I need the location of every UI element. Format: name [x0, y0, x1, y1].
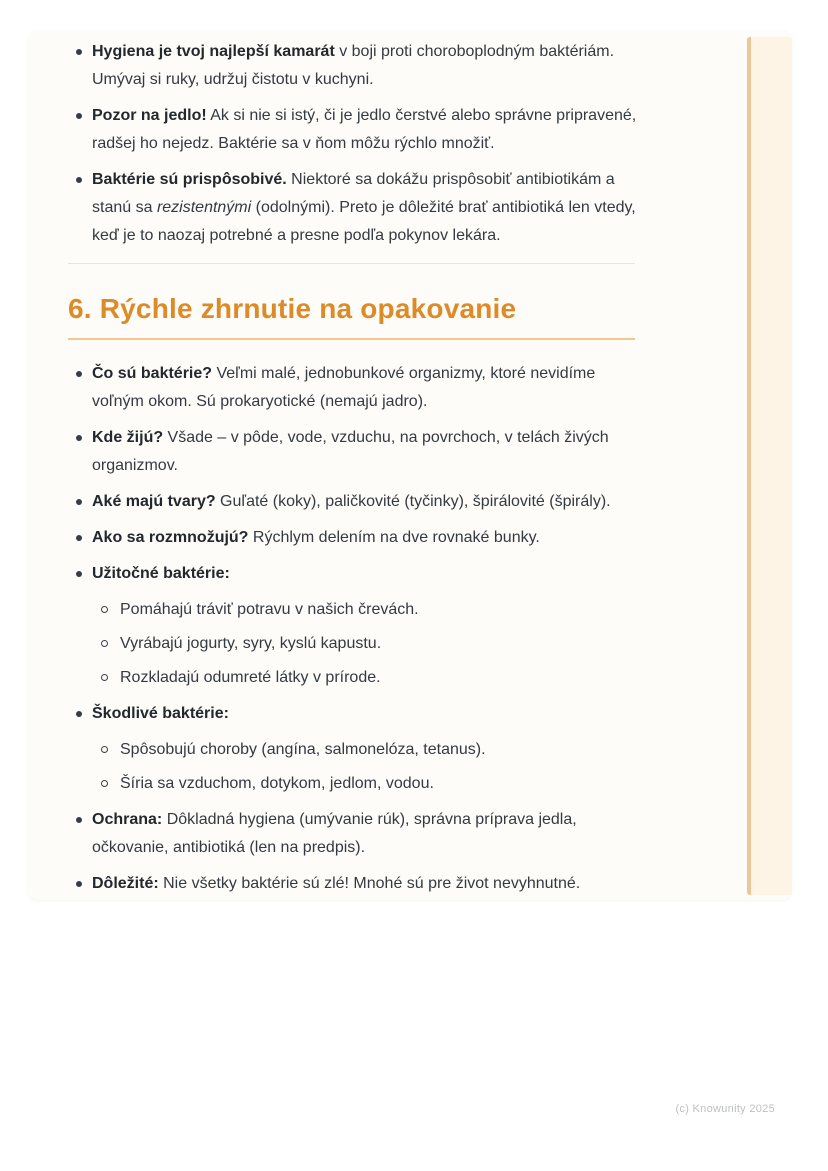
bullet-lead: Hygiena je tvoj najlepší kamarát: [92, 43, 335, 60]
bullet-lead: Škodlivé baktérie:: [92, 705, 229, 722]
bullet-text: Všade – v pôde, vode, vzduchu, na povrchoch, v telách živých organizmov.: [92, 429, 609, 474]
bullet-text: Rýchlym delením na dve rovnaké bunky.: [248, 529, 540, 546]
bullet-lead: Ochrana:: [92, 811, 163, 828]
bullet-lead: Aké majú tvary?: [92, 493, 216, 510]
bullet-text: Nie všetky baktérie sú zlé! Mnohé sú pre život nevyhnutné.: [158, 875, 581, 892]
bullet-text: (odolnými). Preto je dôležité brať antibiotiká len vtedy, keď je to naozaj potrebné a presne podľa pokynov lekára.: [92, 199, 636, 244]
summary-bullet-protection: [68, 806, 650, 862]
summary-bullet-harmful: [68, 700, 650, 798]
summary-bullet-list: [68, 360, 650, 898]
bullet-text: Vyrábajú jogurty, syry, kyslú kapustu.: [120, 635, 382, 652]
page-edge-stripe: [747, 37, 792, 895]
bullet-text: Dôkladná hygiena (umývanie rúk), správna príprava jedla, očkovanie, antibiotiká (len na predpis).: [92, 811, 577, 856]
bullet-text: Spôsobujú choroby (angína, salmonelóza, tetanus).: [120, 741, 486, 758]
page-sheet: [28, 30, 792, 900]
bullet-text: Rozkladajú odumreté látky v prírode.: [120, 669, 381, 686]
summary-bullet-reproduce: [68, 524, 650, 552]
page-content: [68, 38, 650, 906]
summary-bullet-shapes: [68, 488, 650, 516]
sub-bullet: [92, 664, 650, 692]
heading-underline: [68, 338, 635, 340]
sub-bullet: [92, 630, 650, 658]
intro-bullet-adaptive: [68, 166, 650, 250]
bullet-lead: Pozor na jedlo!: [92, 107, 207, 124]
bullet-text: Šíria sa vzduchom, dotykom, jedlom, vodou.: [120, 775, 434, 792]
bullet-text-italic: rezistentnými: [156, 199, 252, 216]
harmful-sub-list: [92, 736, 650, 798]
bullet-text: Veľmi malé, jednobunkové organizmy, ktoré nevidíme voľným okom. Sú prokaryotické (nemajú jadro).: [92, 365, 596, 410]
bullet-lead: Čo sú baktérie?: [92, 365, 213, 382]
bullet-lead: Kde žijú?: [92, 429, 164, 446]
copyright-notice: (c) Knowunity 2025: [675, 1103, 775, 1115]
sub-bullet: [92, 736, 650, 764]
sub-bullet: [92, 596, 650, 624]
bullet-text: v boji proti choroboplodným baktériám. Umývaj si ruky, udržuj čistotu v kuchyni.: [92, 43, 615, 88]
section-heading: 6. Rýchle zhrnutie na opakovanie: [68, 293, 517, 324]
bullet-lead: Dôležité:: [92, 875, 159, 892]
intro-bullet-food: [68, 102, 650, 158]
bullet-lead: Ako sa rozmnožujú?: [92, 529, 249, 546]
summary-bullet-what: [68, 360, 650, 416]
stripe-fill: [751, 37, 792, 895]
useful-sub-list: [92, 596, 650, 692]
sub-bullet: [92, 770, 650, 798]
intro-bullet-list: [68, 38, 650, 250]
summary-bullet-useful: [68, 560, 650, 692]
bullet-text: Niektoré sa dokážu prispôsobiť antibiotikám a stanú sa: [92, 171, 615, 216]
bullet-lead: Užitočné baktérie:: [92, 565, 230, 582]
summary-bullet-important: [68, 870, 650, 898]
bullet-text: Pomáhajú tráviť potravu v našich črevách.: [120, 601, 419, 618]
section-divider: [68, 263, 635, 264]
intro-bullet-hygiene: [68, 38, 650, 94]
bullet-text: Ak si nie si istý, či je jedlo čerstvé alebo správne pripravené, radšej ho nejedz. Baktérie sa v ňom môžu rýchlo množiť.: [92, 107, 637, 152]
summary-bullet-where: [68, 424, 650, 480]
bullet-lead: Baktérie sú prispôsobivé.: [92, 171, 287, 188]
bullet-text: Guľaté (koky), paličkovité (tyčinky), špirálovité (špirály).: [215, 493, 611, 510]
